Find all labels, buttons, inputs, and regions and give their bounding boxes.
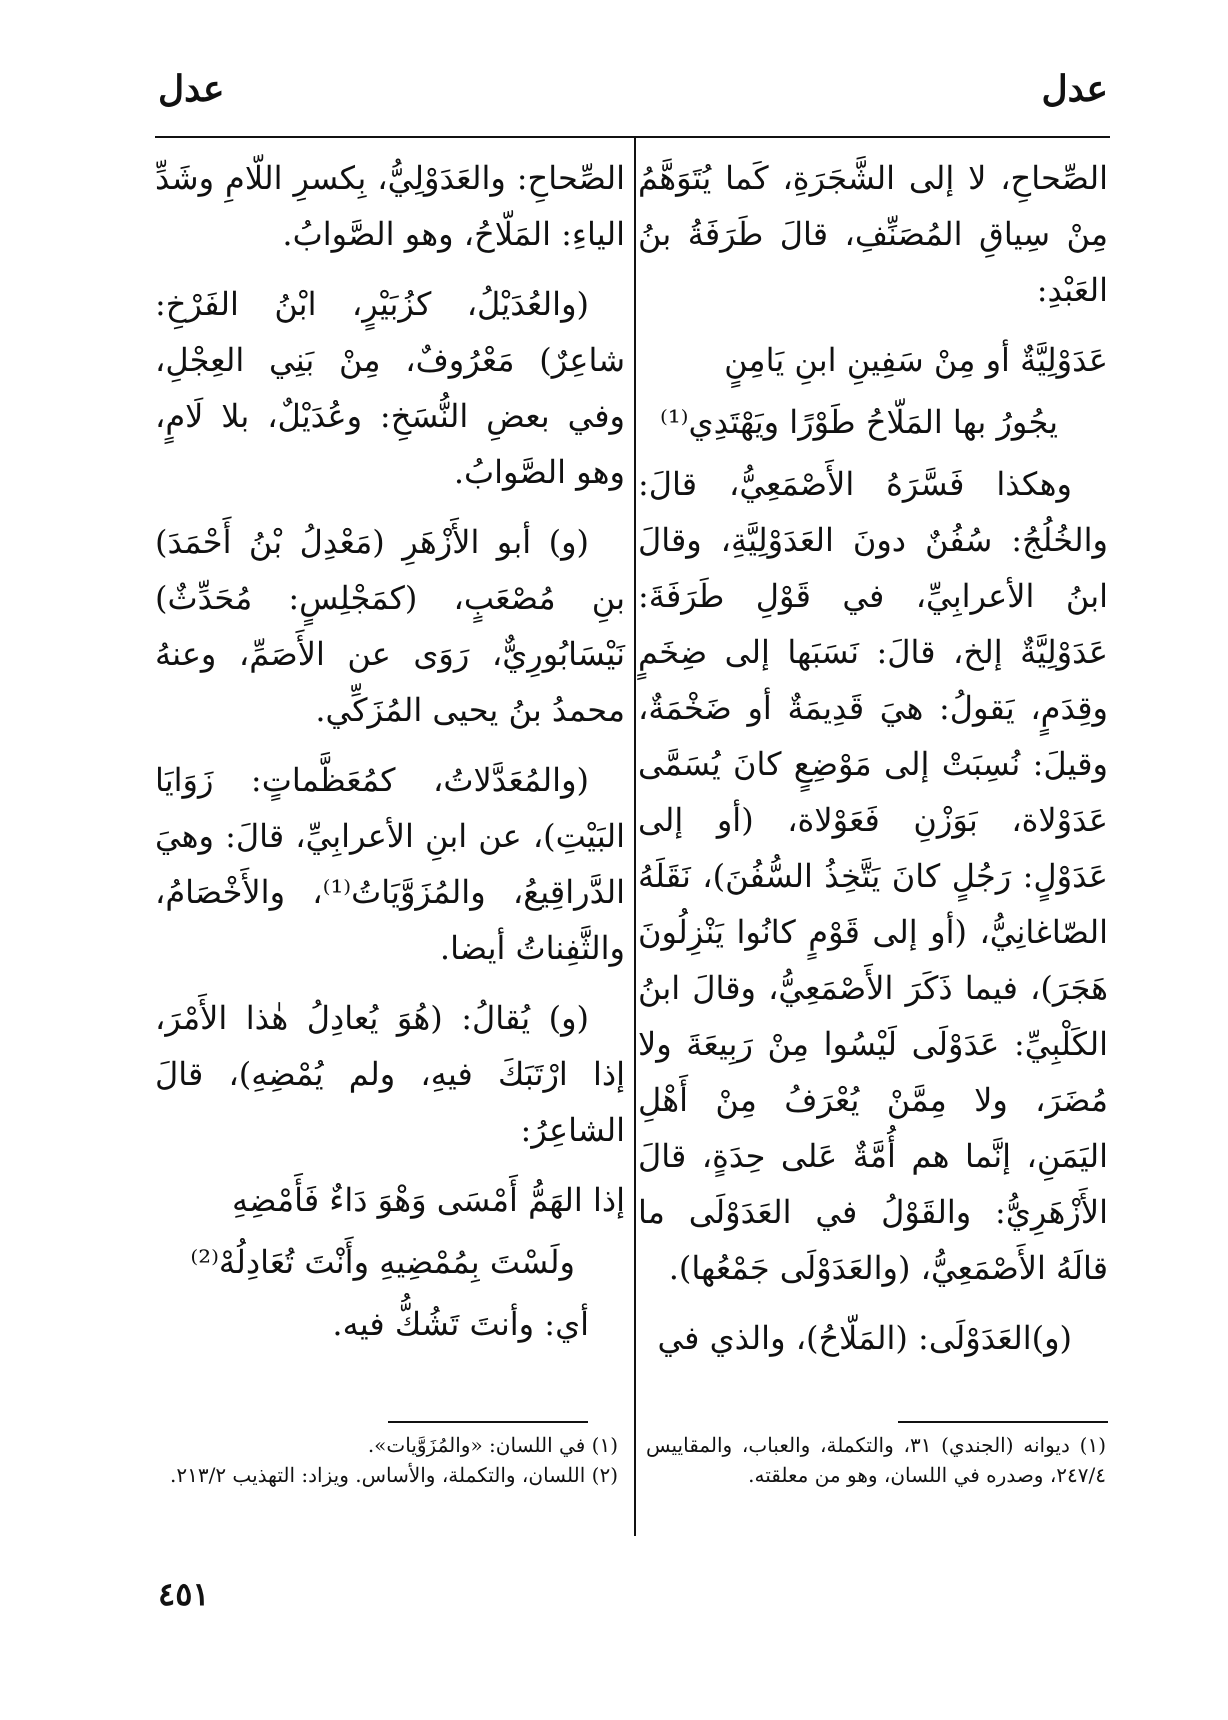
paragraph: أي: وأنتَ تَشُكُّ فيه. xyxy=(332,1305,589,1343)
paragraph: (والمُعَدَّلاتُ، كمُعَظَّماتٍ: زَوَايَا البَيْتِ)، عن ابنِ الأعرابِيِّ، قالَ: وهيَ الدَّراقِيعُ، والمُزَوَّيَاتُ⁽¹⁾، والأَخْصَامُ، والثَّفِناتُ أيضا. xyxy=(155,761,625,967)
paragraph: الصِّحاحِ: والعَدَوْلِيُّ، بِكسرِ اللّامِ وشَدِّ الياءِ: المَلّاحُ، وهو الصَّوابُ. xyxy=(155,159,625,253)
left-column xyxy=(155,150,625,1366)
footnote: (٢) اللسان، والتكملة، والأساس. ويزاد: التهذيب ٢١٣/٢. xyxy=(170,1463,618,1487)
right-column xyxy=(638,150,1108,1380)
paragraph: (والعُدَيْلُ، كزُبَيْرٍ، ابْنُ الفَرْخِ: شاعِرٌ) مَعْرُوفٌ، مِنْ بَنِي العِجْلِ، وفي بعضِ النُّسَخِ: وعُدَيْلٌ، بلا لَامٍ، وهو الصَّوابُ. xyxy=(155,285,625,491)
footnotes-left xyxy=(158,1430,618,1490)
paragraph: وهكذا فَسَّرَهُ الأَصْمَعِيُّ، قالَ: والخُلُجُ: سُفُنٌ دونَ العَدَوْلِيَّةِ، وقالَ ابنُ الأعرابِيِّ، في قَوْلِ طَرَفَةَ: عَدَوْلِيَّةٌ إلخ، قالَ: نَسَبَها إلى ضِخَمٍ وقِدَمٍ، يَقولُ: هيَ قَدِيمَةٌ أو ضَخْمَةٌ، وقيلَ: نُسِبَتْ إلى مَوْضِعٍ كانَ يُسَمَّى عَدَوْلاة، بَوَزْنِ فَعَوْلاة، (أو إلى عَدَوْلٍ: رَجُلٍ كانَ يَتَّخِذُ السُّفُنَ)، نَقَلَهُ الصّاغانِيُّ، (أو إلى قَوْمٍ كانُوا يَنْزِلُونَ هَجَرَ)، فيما ذَكَرَ الأَصْمَعِيُّ، وقالَ ابنُ الكَلْبِيِّ: عَدَوْلَى لَيْسُوا مِنْ رَبِيعَةَ ولا مُضَرَ، ولا مِمَّنْ يُعْرَفُ مِنْ أَهْلِ اليَمَنِ، إنَّما هم أُمَّةٌ عَلى حِدَةٍ، قالَ الأَزْهَرِيُّ: والقَوْلُ في العَدَوْلَى ما قالَهُ الأَصْمَعِيُّ، (والعَدَوْلَى جَمْعُها). xyxy=(638,465,1108,1287)
footnote: (١) ديوانه (الجندي) ٣١، والتكملة، والعباب، والمقاييس ٢٤٧/٤، وصدره في اللسان، وهو من معلقته. xyxy=(646,1433,1106,1487)
footnote-rule-right xyxy=(898,1421,1108,1423)
paragraph: (و) أبو الأَزْهَرِ (مَعْدِلُ بْنُ أَحْمَدَ) بنِ مُصْعَبٍ، (كمَجْلِسٍ: مُحَدِّثٌ) نَيْسَابُورِيٌّ، رَوَى عن الأَصَمِّ، وعنهُ محمدُ بنُ يحيى المُزَكِّي. xyxy=(155,523,625,729)
verse-line: يجُورُ بها المَلّاحُ طَوْرًا ويَهْتَدِي⁽¹⁾ xyxy=(659,403,1058,441)
footnote: (١) في اللسان: «والمُزَوَّيات». xyxy=(367,1433,618,1457)
paragraph: (و)العَدَوْلَى: (المَلّاحُ)، والذي في xyxy=(657,1319,1072,1357)
verse-line: عَدَوْلِيَّةٌ أو مِنْ سَفِينِ ابنِ يَامِنٍ xyxy=(724,341,1108,379)
running-header-left: عدل xyxy=(158,68,225,110)
verse-line: ولَسْتَ بِمُمْضِيهِ وأَنْتَ تُعَادِلُهْ⁽²⁾ xyxy=(190,1243,575,1281)
running-header-right: عدل xyxy=(1041,68,1108,110)
paragraph: (و) يُقالُ: (هُوَ يُعادِلُ هٰذا الأَمْرَ، إذا ارْتَبَكَ فيهِ، ولم يُمْضِهِ)، قالَ الشاعِرُ: xyxy=(155,999,625,1149)
column-divider xyxy=(634,136,636,1536)
page-number: ٤٥١ xyxy=(158,1575,210,1613)
footnote-rule-left xyxy=(388,1421,588,1423)
header-rule xyxy=(155,136,1110,138)
verse-line: إذا الهَمُّ أَمْسَى وَهْوَ دَاءٌ فَأَمْضِهِ xyxy=(232,1181,625,1219)
paragraph: الصِّحاحِ، لا إلى الشَّجَرَةِ، كَما يُتَوَهَّمُ مِنْ سِياقِ المُصَنِّفِ، قالَ طَرَفَةُ بنُ العَبْدِ: xyxy=(638,159,1108,309)
footnotes-right xyxy=(646,1430,1106,1490)
